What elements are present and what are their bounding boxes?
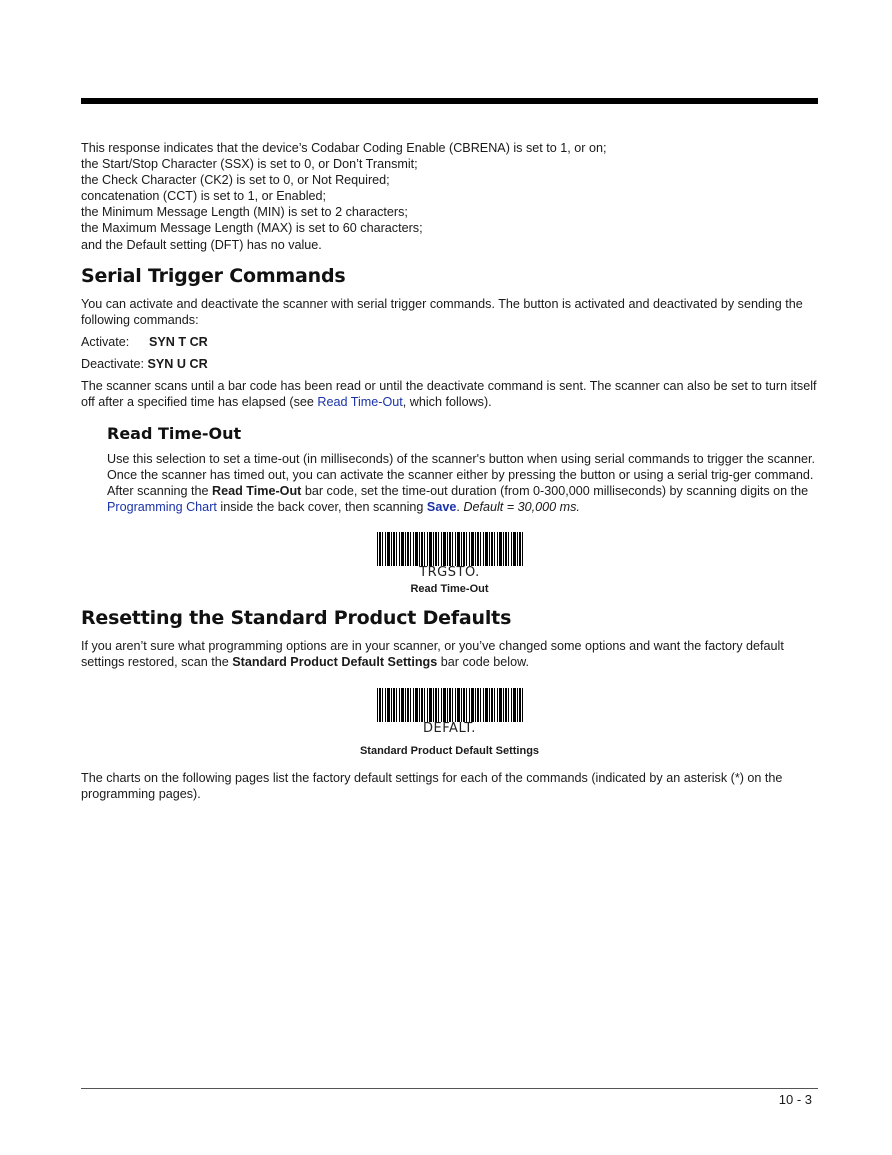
reset-bold-name: Standard Product Default Settings [232, 654, 438, 669]
response-line: This response indicates that the device’s Codabar Coding Enable (CBRENA) is set to 1, or on; [81, 141, 607, 155]
activate-label: Activate: [81, 334, 130, 349]
timeout-text-2: bar code, set the time-out duration (from 0-300,000 milliseconds) by scanning digits on the [301, 483, 809, 498]
read-timeout-barcode[interactable] [377, 532, 523, 580]
serial-body-text: The scanner scans until a bar code has been read or until the deactivate command is sent. The scanner can also be set to turn itself off after a specified time has elapsed (see [81, 378, 817, 409]
serial-trigger-body [81, 378, 818, 410]
timeout-default: Default = 30,000 ms. [463, 499, 580, 514]
deactivate-command: SYN U CR [147, 356, 208, 371]
reset-text-2: bar code below. [437, 654, 529, 669]
save-link[interactable]: Save [426, 499, 457, 514]
serial-trigger-heading: Serial Trigger Commands [81, 264, 346, 287]
response-line: concatenation (CCT) is set to 1, or Enabled; [81, 189, 327, 204]
defaults-barcode[interactable] [377, 688, 523, 736]
barcode-bars [377, 532, 523, 566]
deactivate-label: Deactivate: [81, 356, 144, 371]
response-line: the Minimum Message Length (MIN) is set to 2 characters; [81, 205, 408, 220]
response-description [81, 140, 818, 253]
barcode-bars [377, 688, 523, 722]
programming-chart-link[interactable]: Programming Chart [107, 499, 217, 514]
serial-trigger-intro: You can activate and deactivate the scanner with serial trigger commands. The button is activated and deactivated by sending the following commands: [81, 296, 803, 327]
response-line: and the Default setting (DFT) has no value. [81, 237, 322, 252]
read-timeout-link[interactable]: Read Time-Out [317, 394, 403, 409]
barcode-caption: Read Time-Out [410, 582, 489, 595]
page-content [81, 140, 818, 802]
serial-body-text-end: , which follows). [402, 394, 492, 409]
timeout-bold-name: Read Time-Out [212, 483, 302, 498]
defaults-barcode-block [81, 688, 818, 758]
timeout-text-3: inside the back cover, then scanning [216, 499, 427, 514]
barcode-readable-text: DEFALT. [423, 720, 476, 736]
page-number: 10 - 3 [778, 1092, 812, 1107]
activate-command-row [81, 334, 818, 350]
barcode-caption: Standard Product Default Settings [359, 744, 540, 757]
closing-paragraph: The charts on the following pages list the factory default settings for each of the commands (indicated by an asterisk (*) on the programming pages). [81, 770, 783, 801]
reset-text-1: If you aren’t sure what programming options are in your scanner, or you’ve changed some options and want the factory default settings restored, scan the [81, 638, 784, 669]
header-rule [81, 98, 818, 104]
footer-rule [81, 1088, 818, 1089]
read-timeout-description [107, 451, 818, 515]
read-timeout-heading: Read Time-Out [107, 423, 242, 443]
read-timeout-barcode-block [81, 532, 818, 596]
timeout-text-1: Use this selection to set a time-out (in milliseconds) of the scanner's button when using serial commands to trigger the scanner. Once the scanner has timed out, you can activate the scanner either by pressing the button or using a serial trig-ger command. After scanning the [107, 451, 815, 498]
reset-defaults-heading: Resetting the Standard Product Defaults [81, 606, 512, 629]
response-line: the Maximum Message Length (MAX) is set to 60 characters; [81, 221, 423, 236]
deactivate-command-row [81, 356, 818, 372]
response-line: the Check Character (CK2) is set to 0, or Not Required; [81, 173, 390, 188]
barcode-readable-text: TRGSTO. [419, 564, 480, 580]
response-line: the Start/Stop Character (SSX) is set to 0, or Don’t Transmit; [81, 157, 418, 172]
reset-defaults-description [81, 638, 818, 670]
activate-command: SYN T CR [149, 334, 208, 349]
timeout-text-4: . [456, 499, 464, 514]
